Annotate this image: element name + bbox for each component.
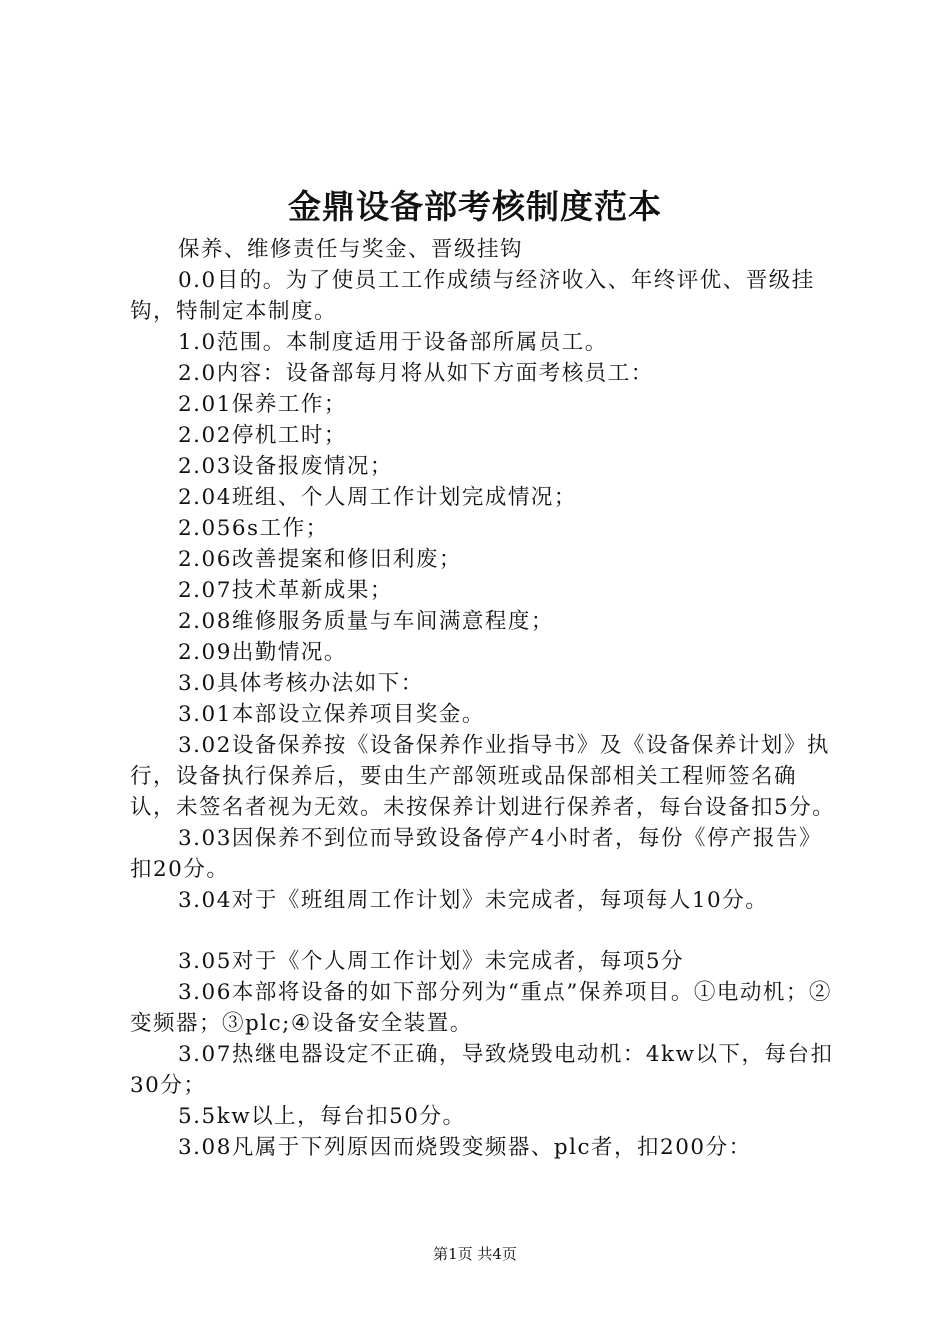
paragraph: 保养、维修责任与奖金、晋级挂钩 xyxy=(178,237,524,262)
paragraph: 2.03设备报废情况； xyxy=(178,454,393,479)
paragraph: 1.0范围。本制度适用于设备部所属员工。 xyxy=(178,330,608,355)
document-title: 金鼎设备部考核制度范本 xyxy=(288,187,662,226)
paragraph: 5.5kw以上，每台扣50分。 xyxy=(178,1104,466,1129)
paragraph: 3.05对于《个人周工作计划》未完成者，每项5分 xyxy=(178,949,685,974)
paragraph: 3.04对于《班组周工作计划》未完成者，每项每人10分。 xyxy=(178,888,769,913)
paragraph: 2.01保养工作； xyxy=(178,392,347,417)
paragraph: 2.06改善提案和修旧利废； xyxy=(178,547,462,572)
paragraph: 3.07热继电器设定不正确，导致烧毁电动机：4kw以下，每台扣30分； xyxy=(130,1042,834,1098)
paragraph: 3.01本部设立保养项目奖金。 xyxy=(178,702,485,727)
paragraph: 3.03因保养不到位而导致设备停产4小时者，每份《停产报告》扣20分。 xyxy=(130,826,823,882)
paragraph: 2.07技术革新成果； xyxy=(178,578,393,603)
paragraph: 3.08凡属于下列原因而烧毁变频器、plc者，扣200分： xyxy=(178,1135,752,1160)
paragraph: 2.02停机工时； xyxy=(178,423,347,448)
paragraph: 2.08维修服务质量与车间满意程度； xyxy=(178,609,554,634)
paragraph: 2.0内容：设备部每月将从如下方面考核员工： xyxy=(178,361,654,386)
document-body xyxy=(130,234,838,1163)
paragraph: 0.0目的。为了使员工工作成绩与经济收入、年终评优、晋级挂钩，特制定本制度。 xyxy=(130,268,815,324)
paragraph: 3.06本部将设备的如下部分列为“重点”保养项目。①电动机；②变频器；③plc;④设备安全装置。 xyxy=(130,980,832,1036)
paragraph: 2.09出勤情况。 xyxy=(178,640,347,665)
paragraph: 2.056s工作； xyxy=(178,516,329,541)
page-number-footer: 第1页 共4页 xyxy=(433,1245,517,1263)
paragraph: 3.02设备保养按《设备保养作业指导书》及《设备保养计划》执行，设备执行保养后，要由生产部领班或品保部相关工程师签名确认，未签名者视为无效。未按保养计划进行保养者，每台设备扣5分。 xyxy=(130,733,836,820)
paragraph: 2.04班组、个人周工作计划完成情况； xyxy=(178,485,577,510)
paragraph: 3.0具体考核办法如下： xyxy=(178,671,424,696)
